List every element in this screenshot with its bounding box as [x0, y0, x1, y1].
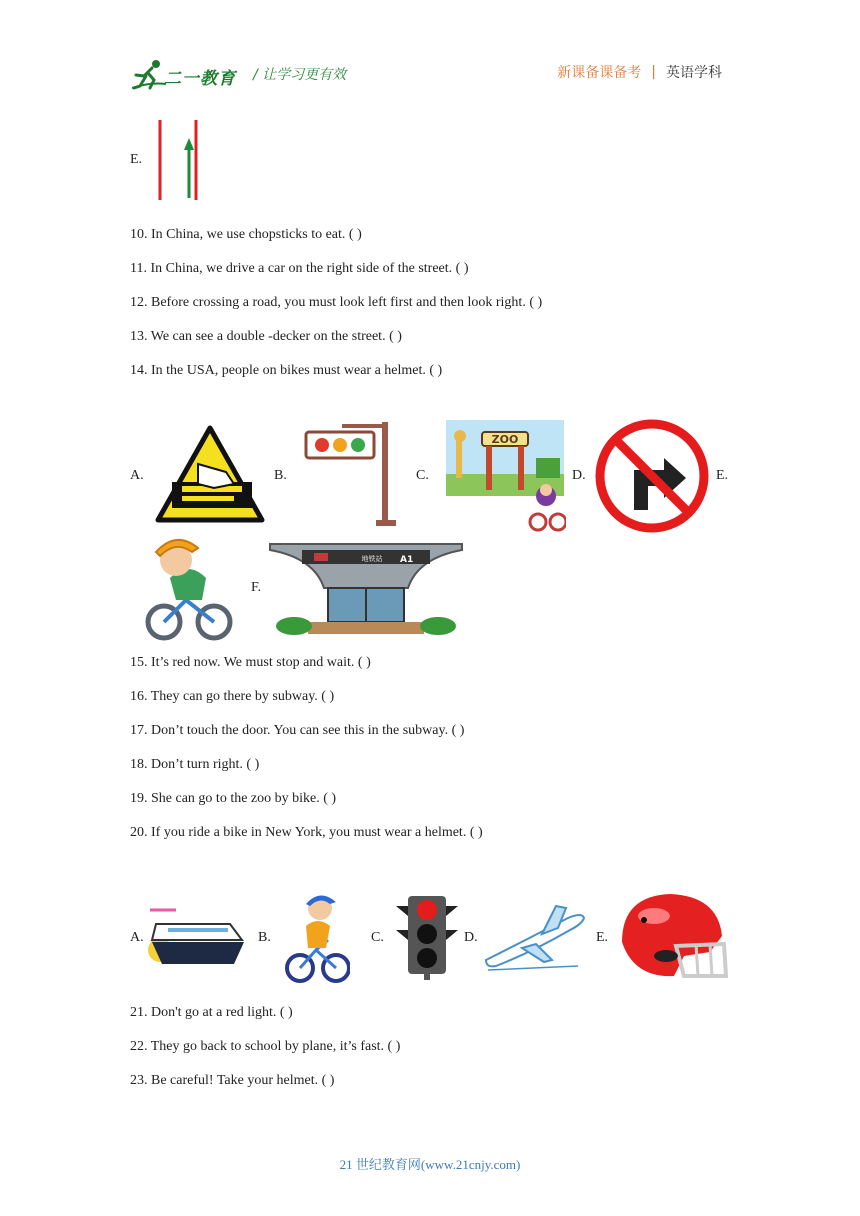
no-right-turn-sign-icon [594, 418, 710, 534]
boy-riding-bike-icon [284, 888, 350, 988]
question-number: 13. [130, 329, 148, 344]
option-f-label: F. [251, 580, 262, 595]
ship-icon [146, 904, 246, 970]
question-text: They can go there by subway. ( ) [150, 689, 335, 704]
question-number: 22. [130, 1039, 148, 1054]
option-c-label: C. [371, 930, 384, 945]
header-subject-label: 英语学科 [666, 65, 722, 81]
option-b-label: B. [258, 930, 271, 945]
question-16 [130, 688, 334, 706]
question-number: 21. [130, 1005, 148, 1020]
header-slogan: / 让学习更有效 [253, 67, 347, 83]
question-number: 23. [130, 1073, 148, 1088]
option-b-label: B. [274, 468, 287, 483]
question-text: In China, we drive a car on the right side of the street. ( ) [150, 261, 469, 276]
question-number: 16. [130, 689, 148, 704]
question-text: We can see a double -decker on the street. ( ) [150, 329, 402, 344]
question-11 [130, 260, 469, 278]
subway-sign-text: 地铁站 [361, 555, 383, 563]
traffic-light-red-icon [396, 892, 458, 982]
zoo-gate-girl-bike-icon [446, 418, 566, 534]
header-separator: | [651, 64, 656, 80]
question-14 [130, 362, 442, 380]
page-footer: 21 世纪教育网(www.21cnjy.com) [339, 1157, 521, 1172]
question-text: In China, we use chopsticks to eat. ( ) [151, 227, 362, 242]
question-number: 18. [130, 757, 148, 772]
red-helmet-icon [614, 890, 730, 982]
option-e-label: E. [130, 152, 143, 167]
question-text: She can go to the zoo by bike. ( ) [151, 791, 337, 806]
option-a-label: A. [130, 468, 144, 483]
traffic-light-pole-icon [302, 420, 402, 530]
header-course-label: 新课备课备考 [557, 65, 642, 81]
question-12 [130, 294, 542, 312]
option-d-label: D. [572, 468, 586, 483]
question-number: 17. [130, 723, 148, 738]
question-text: It’s red now. We must stop and wait. ( ) [151, 655, 371, 670]
question-18 [130, 756, 259, 774]
question-text: In the USA, people on bikes must wear a helmet. ( ) [151, 363, 443, 378]
question-17 [130, 722, 464, 740]
question-15 [130, 654, 371, 672]
question-13 [130, 328, 402, 346]
option-c-label: C. [416, 468, 429, 483]
question-number: 20. [130, 825, 148, 840]
zoo-sign-text: ZOO [491, 433, 519, 446]
question-number: 12. [130, 295, 148, 310]
header-right [557, 62, 722, 82]
question-22 [130, 1038, 400, 1056]
question-number: 19. [130, 791, 148, 806]
question-text: Don’t turn right. ( ) [151, 757, 260, 772]
runner-logo-icon [132, 58, 168, 90]
option-e2-label: E. [716, 468, 729, 483]
question-23 [130, 1072, 334, 1090]
question-text: They go back to school by plane, it’s fast. ( ) [150, 1039, 401, 1054]
dont-touch-door-warning-icon [154, 424, 266, 524]
question-text: Don't go at a red light. ( ) [151, 1005, 293, 1020]
option-d-label: D. [464, 930, 478, 945]
question-10 [130, 226, 362, 244]
airplane-icon [482, 900, 588, 974]
subway-station-entrance-icon [268, 538, 464, 636]
question-20 [130, 824, 483, 842]
subway-exit-text: A1 [400, 555, 414, 565]
logo-text: 二一教育 [164, 69, 236, 89]
question-19 [130, 790, 336, 808]
header-brand [132, 58, 346, 90]
question-text: Be careful! Take your helmet. ( ) [151, 1073, 335, 1088]
question-text: If you ride a bike in New York, you must wear a helmet. ( ) [151, 825, 483, 840]
question-number: 10. [130, 227, 148, 242]
question-number: 11. [130, 261, 147, 276]
logo [132, 58, 237, 90]
boy-helmet-bike-icon [140, 530, 236, 644]
one-way-lane-icon [154, 118, 204, 202]
option-e-label: E. [596, 930, 609, 945]
question-number: 15. [130, 655, 148, 670]
question-text: Don’t touch the door. You can see this in the subway. ( ) [151, 723, 465, 738]
question-text: Before crossing a road, you must look left first and then look right. ( ) [151, 295, 543, 310]
question-number: 14. [130, 363, 148, 378]
option-a-label: A. [130, 930, 144, 945]
question-21 [130, 1004, 293, 1022]
